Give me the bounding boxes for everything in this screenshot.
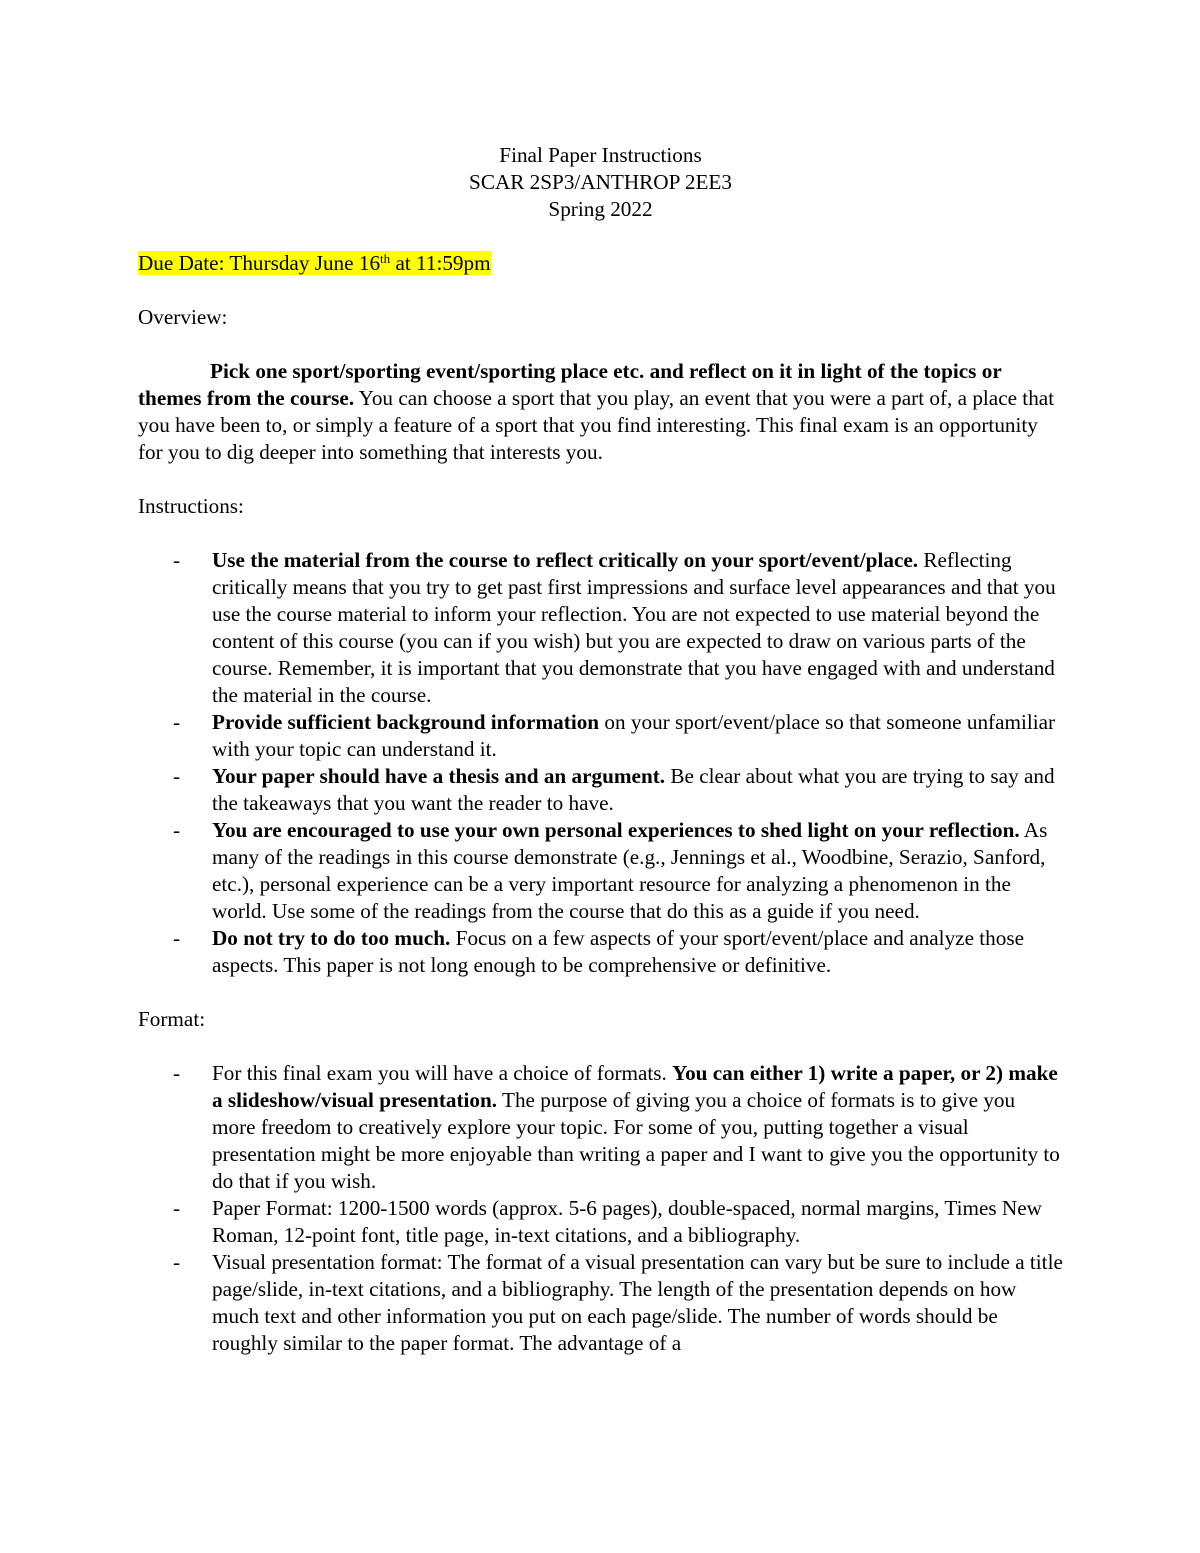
dash-bullet: - <box>173 818 181 842</box>
due-date-suffix: at 11:59pm <box>390 251 491 275</box>
item-text: Visual presentation format: The format of a visual presentation can vary but be sure to include a title page/slide, in-text citations, and a bibliography. The length of the presentation depends on how much text and other information you put on each page/slide. The number of words should be roughly similar to the paper format. The advantage of a <box>212 1250 1063 1355</box>
instructions-heading: Instructions: <box>138 494 244 518</box>
item-bold: You are encouraged to use your own personal experiences to shed light on your reflection. <box>212 818 1020 842</box>
item-text: For this final exam you will have a choice of formats. <box>212 1061 673 1085</box>
due-date-prefix: Due Date: Thursday June 16 <box>138 251 381 275</box>
item-bold: Do not try to do too much. <box>212 926 451 950</box>
dash-bullet: - <box>173 926 181 950</box>
spacer <box>138 979 1063 1006</box>
dash-bullet: - <box>173 548 181 572</box>
dash-bullet: - <box>173 710 181 734</box>
list-item <box>173 1249 1063 1357</box>
overview-paragraph <box>138 358 1063 466</box>
document-title: Final Paper Instructions <box>499 143 702 167</box>
list-item <box>173 1195 1063 1249</box>
overview-text: You can choose a sport that you play, an event that you were a part of, a place that you have been to, or simply a feature of a sport that you find interesting. This final exam is an opportunity for you to dig deeper into something that interests you. <box>138 386 1055 464</box>
item-text: on your sport/event/place so that someone unfamiliar with your topic can understand it. <box>212 710 1056 761</box>
item-bold: Use the material from the course to reflect critically on your sport/event/place. <box>212 548 919 572</box>
spacer <box>138 520 1063 547</box>
item-text: Paper Format: 1200-1500 words (approx. 5-6 pages), double-spaced, normal margins, Times New Roman, 12-point font, title page, in-text citations, and a bibliography. <box>212 1196 1042 1247</box>
list-item <box>173 547 1063 709</box>
item-text: Reflecting critically means that you try to get past first impressions and surface level appearances and that you use the course material to inform your reflection. You are not expected to use material beyond the content of this course (you can if you wish) but you are expected to draw on various parts of the course. Remember, it is important that you demonstrate that you have engaged with and understand the material in the course. <box>212 548 1056 707</box>
item-text: Be clear about what you are trying to say and the takeaways that you want the reader to have. <box>212 764 1055 815</box>
term: Spring 2022 <box>548 197 653 221</box>
dash-bullet: - <box>173 764 181 788</box>
spacer <box>138 331 1063 358</box>
dash-bullet: - <box>173 1196 181 1220</box>
list-item <box>173 1060 1063 1195</box>
dash-bullet: - <box>173 1061 181 1085</box>
item-bold: Provide sufficient background information <box>212 710 600 734</box>
item-bold: Your paper should have a thesis and an argument. <box>212 764 666 788</box>
spacer <box>138 466 1063 493</box>
dash-bullet: - <box>173 1250 181 1274</box>
instructions-list <box>138 547 1063 979</box>
document-body <box>138 142 1063 1357</box>
title-block <box>138 142 1063 223</box>
spacer <box>138 277 1063 304</box>
item-text: The purpose of giving you a choice of formats is to give you more freedom to creatively explore your topic. For some of you, putting together a visual presentation might be more enjoyable than writing a paper and I want to give you the opportunity to do that if you wish. <box>212 1088 1060 1193</box>
item-bold: You can either 1) write a paper, or 2) make a slideshow/visual presentation. <box>212 1061 1058 1112</box>
list-item <box>173 709 1063 763</box>
list-item <box>173 925 1063 979</box>
spacer <box>138 1033 1063 1060</box>
due-date-line <box>138 250 1063 277</box>
overview-bold: Pick one sport/sporting event/sporting place etc. and reflect on it in light of the topics or themes from the course. <box>138 359 1002 410</box>
list-item <box>173 763 1063 817</box>
format-heading: Format: <box>138 1007 206 1031</box>
course-code: SCAR 2SP3/ANTHROP 2EE3 <box>469 170 732 194</box>
overview-heading: Overview: <box>138 305 228 329</box>
item-text: Focus on a few aspects of your sport/event/place and analyze those aspects. This paper is not long enough to be comprehensive or definitive. <box>212 926 1024 977</box>
due-date-ordinal: th <box>380 251 391 266</box>
list-item <box>173 817 1063 925</box>
spacer <box>138 223 1063 250</box>
format-list <box>138 1060 1063 1357</box>
item-text: As many of the readings in this course demonstrate (e.g., Jennings et al., Woodbine, Serazio, Sanford, etc.), personal experience can be a very important resource for analyzing a phenomenon in the world. Use some of the readings from the course that do this as a guide if you need. <box>212 818 1048 923</box>
due-date-highlight <box>138 251 491 275</box>
